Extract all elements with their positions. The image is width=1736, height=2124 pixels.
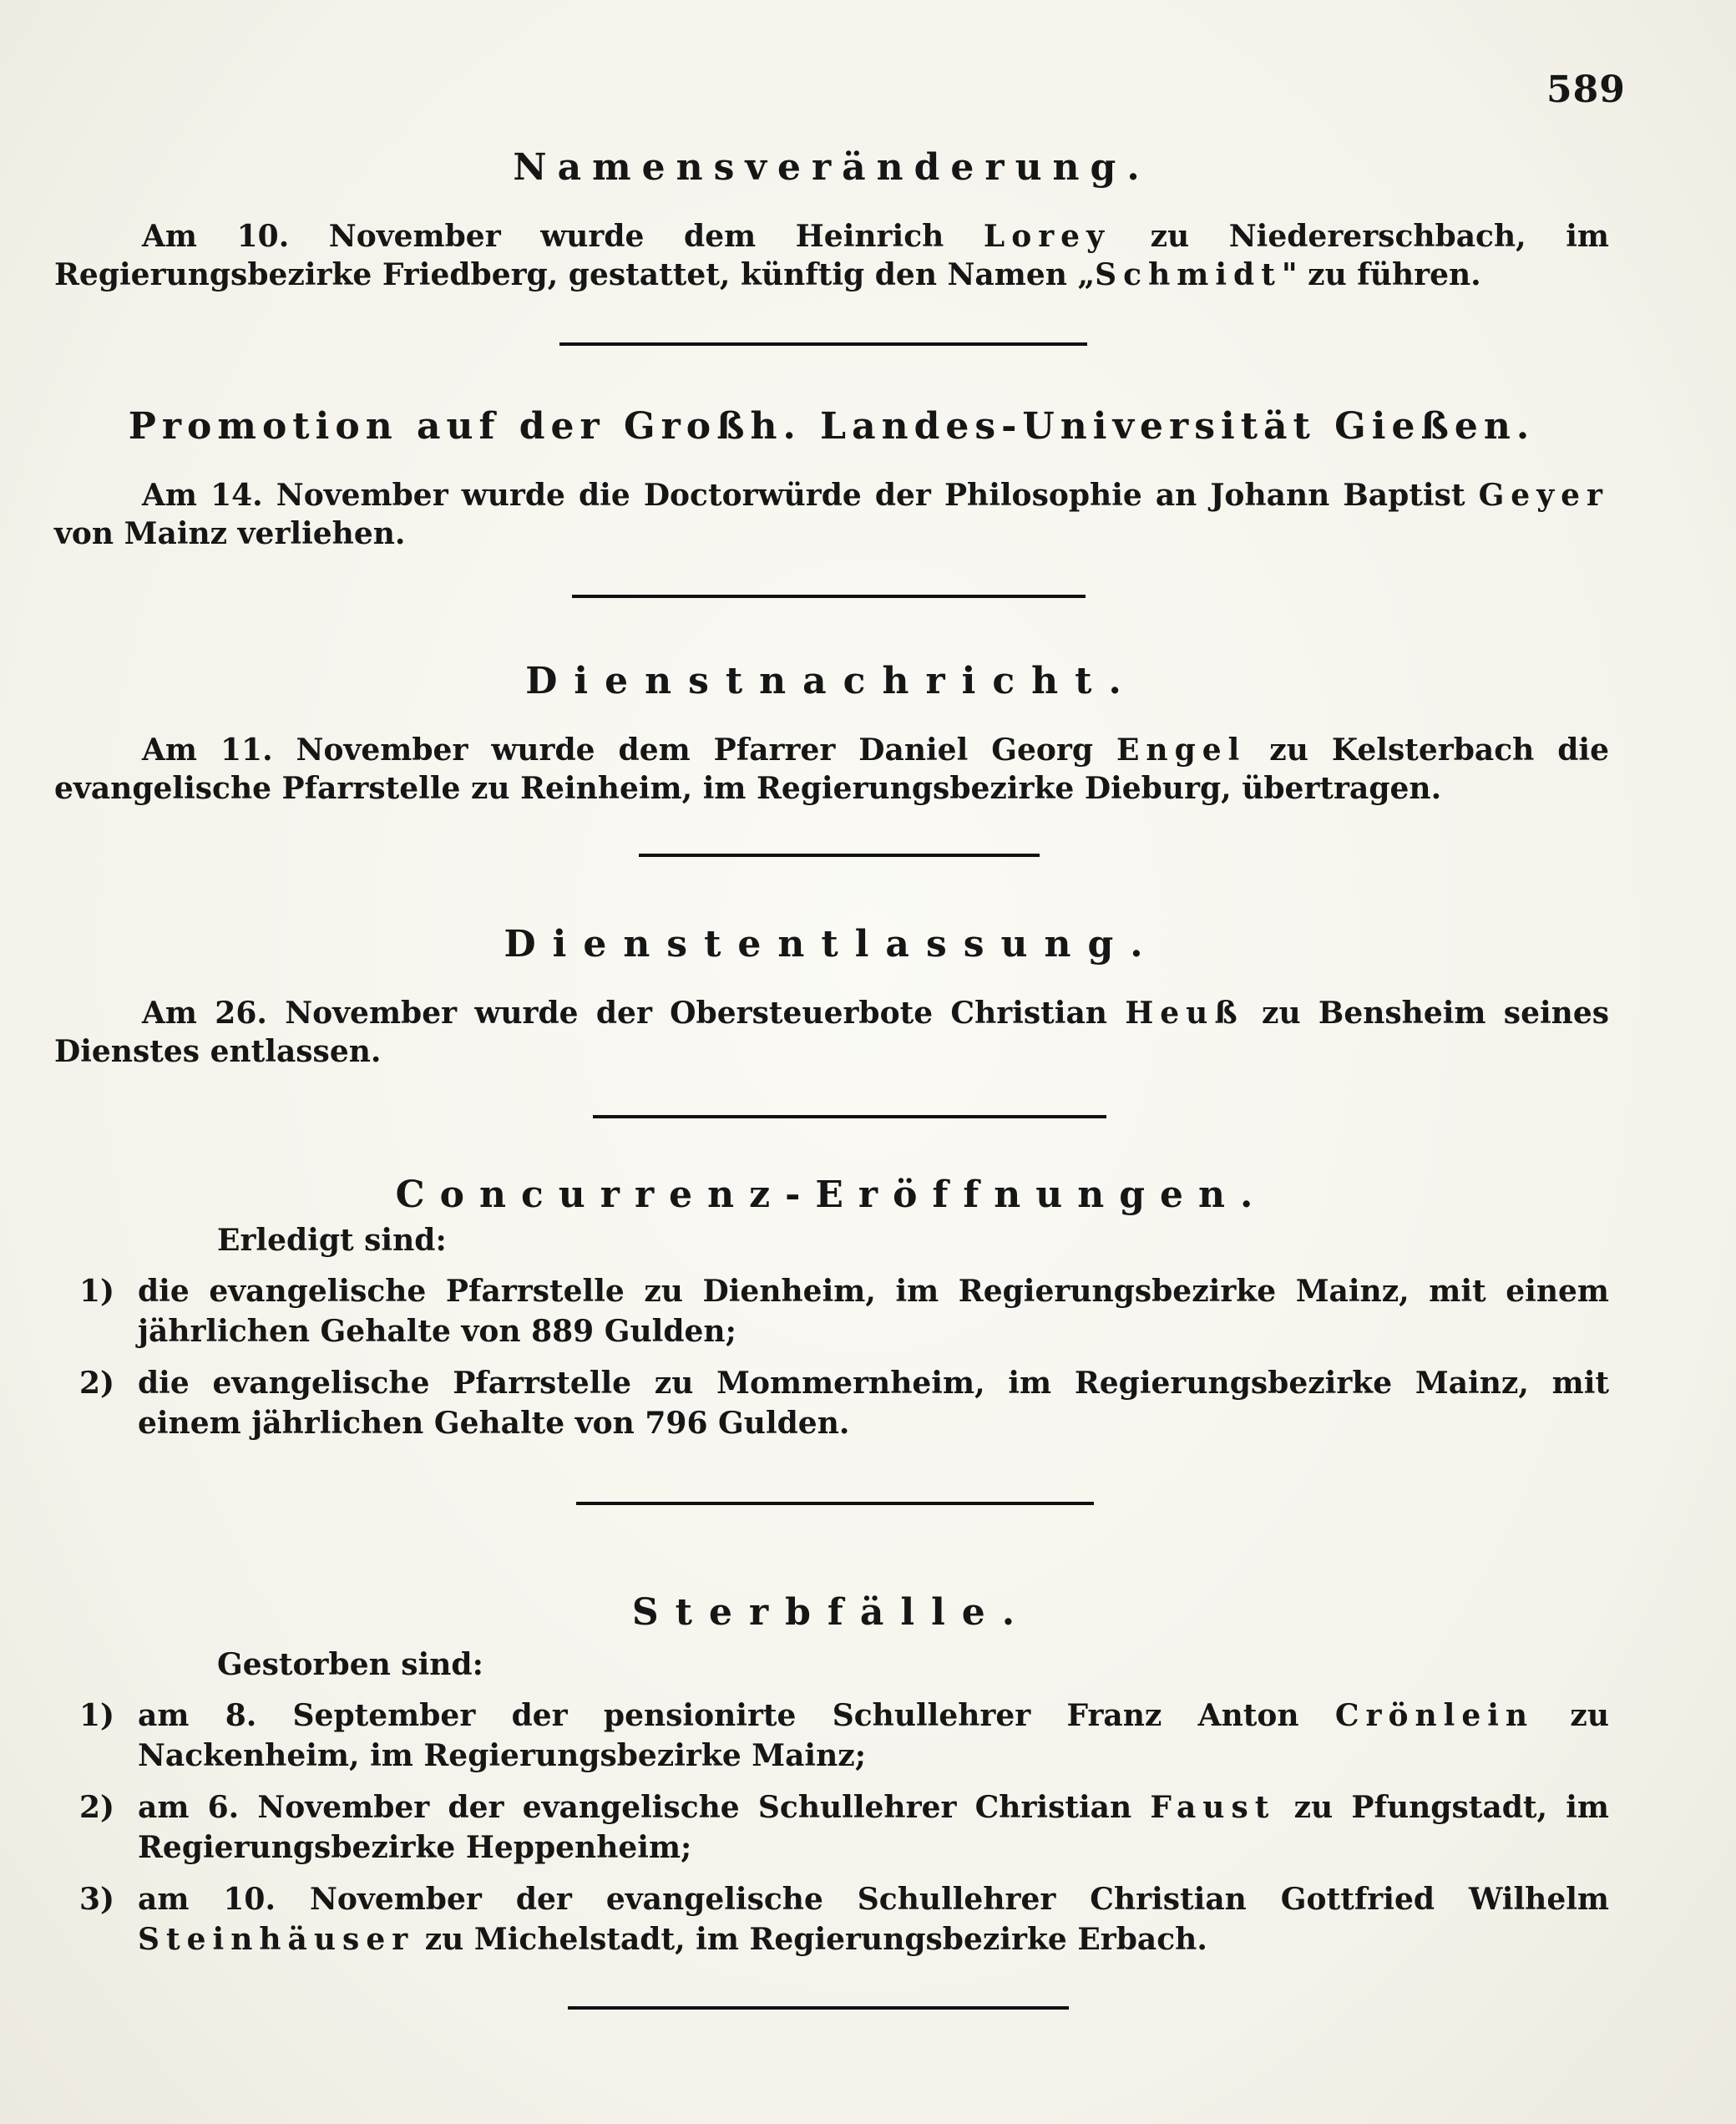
divider (568, 2006, 1069, 2010)
section-appointment (54, 660, 1609, 808)
section-intro: Gestorben sind: (217, 1647, 483, 1682)
divider (559, 342, 1087, 346)
list-item: 2) die evangelische Pfarrstelle zu Mommernheim, im Regierungsbezirke Mainz, mit einem jährlichen Gehalte von 796 Gulden. (54, 1363, 1609, 1443)
section-heading: Concurrenz-Eröffnungen. (395, 1174, 1268, 1216)
item-number: 1) (79, 1274, 115, 1309)
section-promotion (54, 405, 1609, 553)
item-number: 2) (79, 1790, 115, 1825)
section-paragraph: Am 14. November wurde die Doctorwürde der Philosophie an Johann Baptist Geyer von Mainz verliehen. (54, 478, 1609, 551)
section-heading: Dienstnachricht. (525, 660, 1138, 702)
section-dismissal (54, 923, 1609, 1071)
divider (639, 854, 1040, 857)
person-name: Heuß (1125, 996, 1244, 1031)
section-heading: Dienstentlassung. (504, 923, 1160, 966)
list-item: 2) am 6. November der evangelische Schullehrer Christian Faust zu Pfungstadt, im Regierungsbezirke Heppenheim; (54, 1787, 1609, 1868)
list-item: 1) die evangelische Pfarrstelle zu Dienheim, im Regierungsbezirke Mainz, mit einem jährlichen Gehalte von 889 Gulden; (54, 1271, 1609, 1351)
page-number: 589 (1546, 68, 1626, 111)
person-name: Lorey (983, 219, 1111, 254)
section-paragraph: Am 10. November wurde dem Heinrich Lorey zu Niedererschbach, im Regierungsbezirke Friedberg, gestattet, künftig den Namen „Schmidt" zu führen. (54, 219, 1610, 292)
list-item: 1) am 8. September der pensionirte Schullehrer Franz Anton Crönlein zu Nackenheim, im Regierungsbezirke Mainz; (54, 1696, 1609, 1776)
person-name: Geyer (1478, 478, 1609, 513)
person-name: Steinhäuser (138, 1922, 415, 1957)
list-item: 3) am 10. November der evangelische Schullehrer Christian Gottfried Wilhelm Steinhäuser zu Michelstadt, im Regierungsbezirke Erbach. (54, 1879, 1609, 1959)
divider (576, 1502, 1094, 1505)
person-name: Engel (1116, 733, 1247, 768)
new-name: Schmidt (1095, 257, 1282, 292)
section-heading: Sterbfälle. (631, 1591, 1032, 1634)
item-number: 3) (79, 1882, 115, 1917)
section-paragraph: Am 26. November wurde der Obersteuerbote Christian Heuß zu Bensheim seines Dienstes entlassen. (54, 996, 1609, 1069)
item-number: 2) (79, 1366, 115, 1401)
section-intro: Erledigt sind: (217, 1223, 447, 1258)
item-number: 1) (79, 1698, 115, 1733)
divider (572, 595, 1086, 598)
section-vacancies (54, 1174, 1609, 1443)
section-deaths (54, 1591, 1609, 1959)
person-name: Faust (1150, 1790, 1276, 1825)
section-heading: Namensveränderung. (513, 146, 1151, 189)
section-paragraph: Am 11. November wurde dem Pfarrer Daniel Georg Engel zu Kelsterbach die evangelische Pfarrstelle zu Reinheim, im Regierungsbezirke Dieburg, übertragen. (54, 733, 1609, 806)
divider (593, 1115, 1106, 1118)
section-name-change (54, 146, 1609, 294)
section-heading: Promotion auf der Großh. Landes-Universität Gießen. (128, 405, 1536, 448)
person-name: Crönlein (1334, 1698, 1535, 1733)
